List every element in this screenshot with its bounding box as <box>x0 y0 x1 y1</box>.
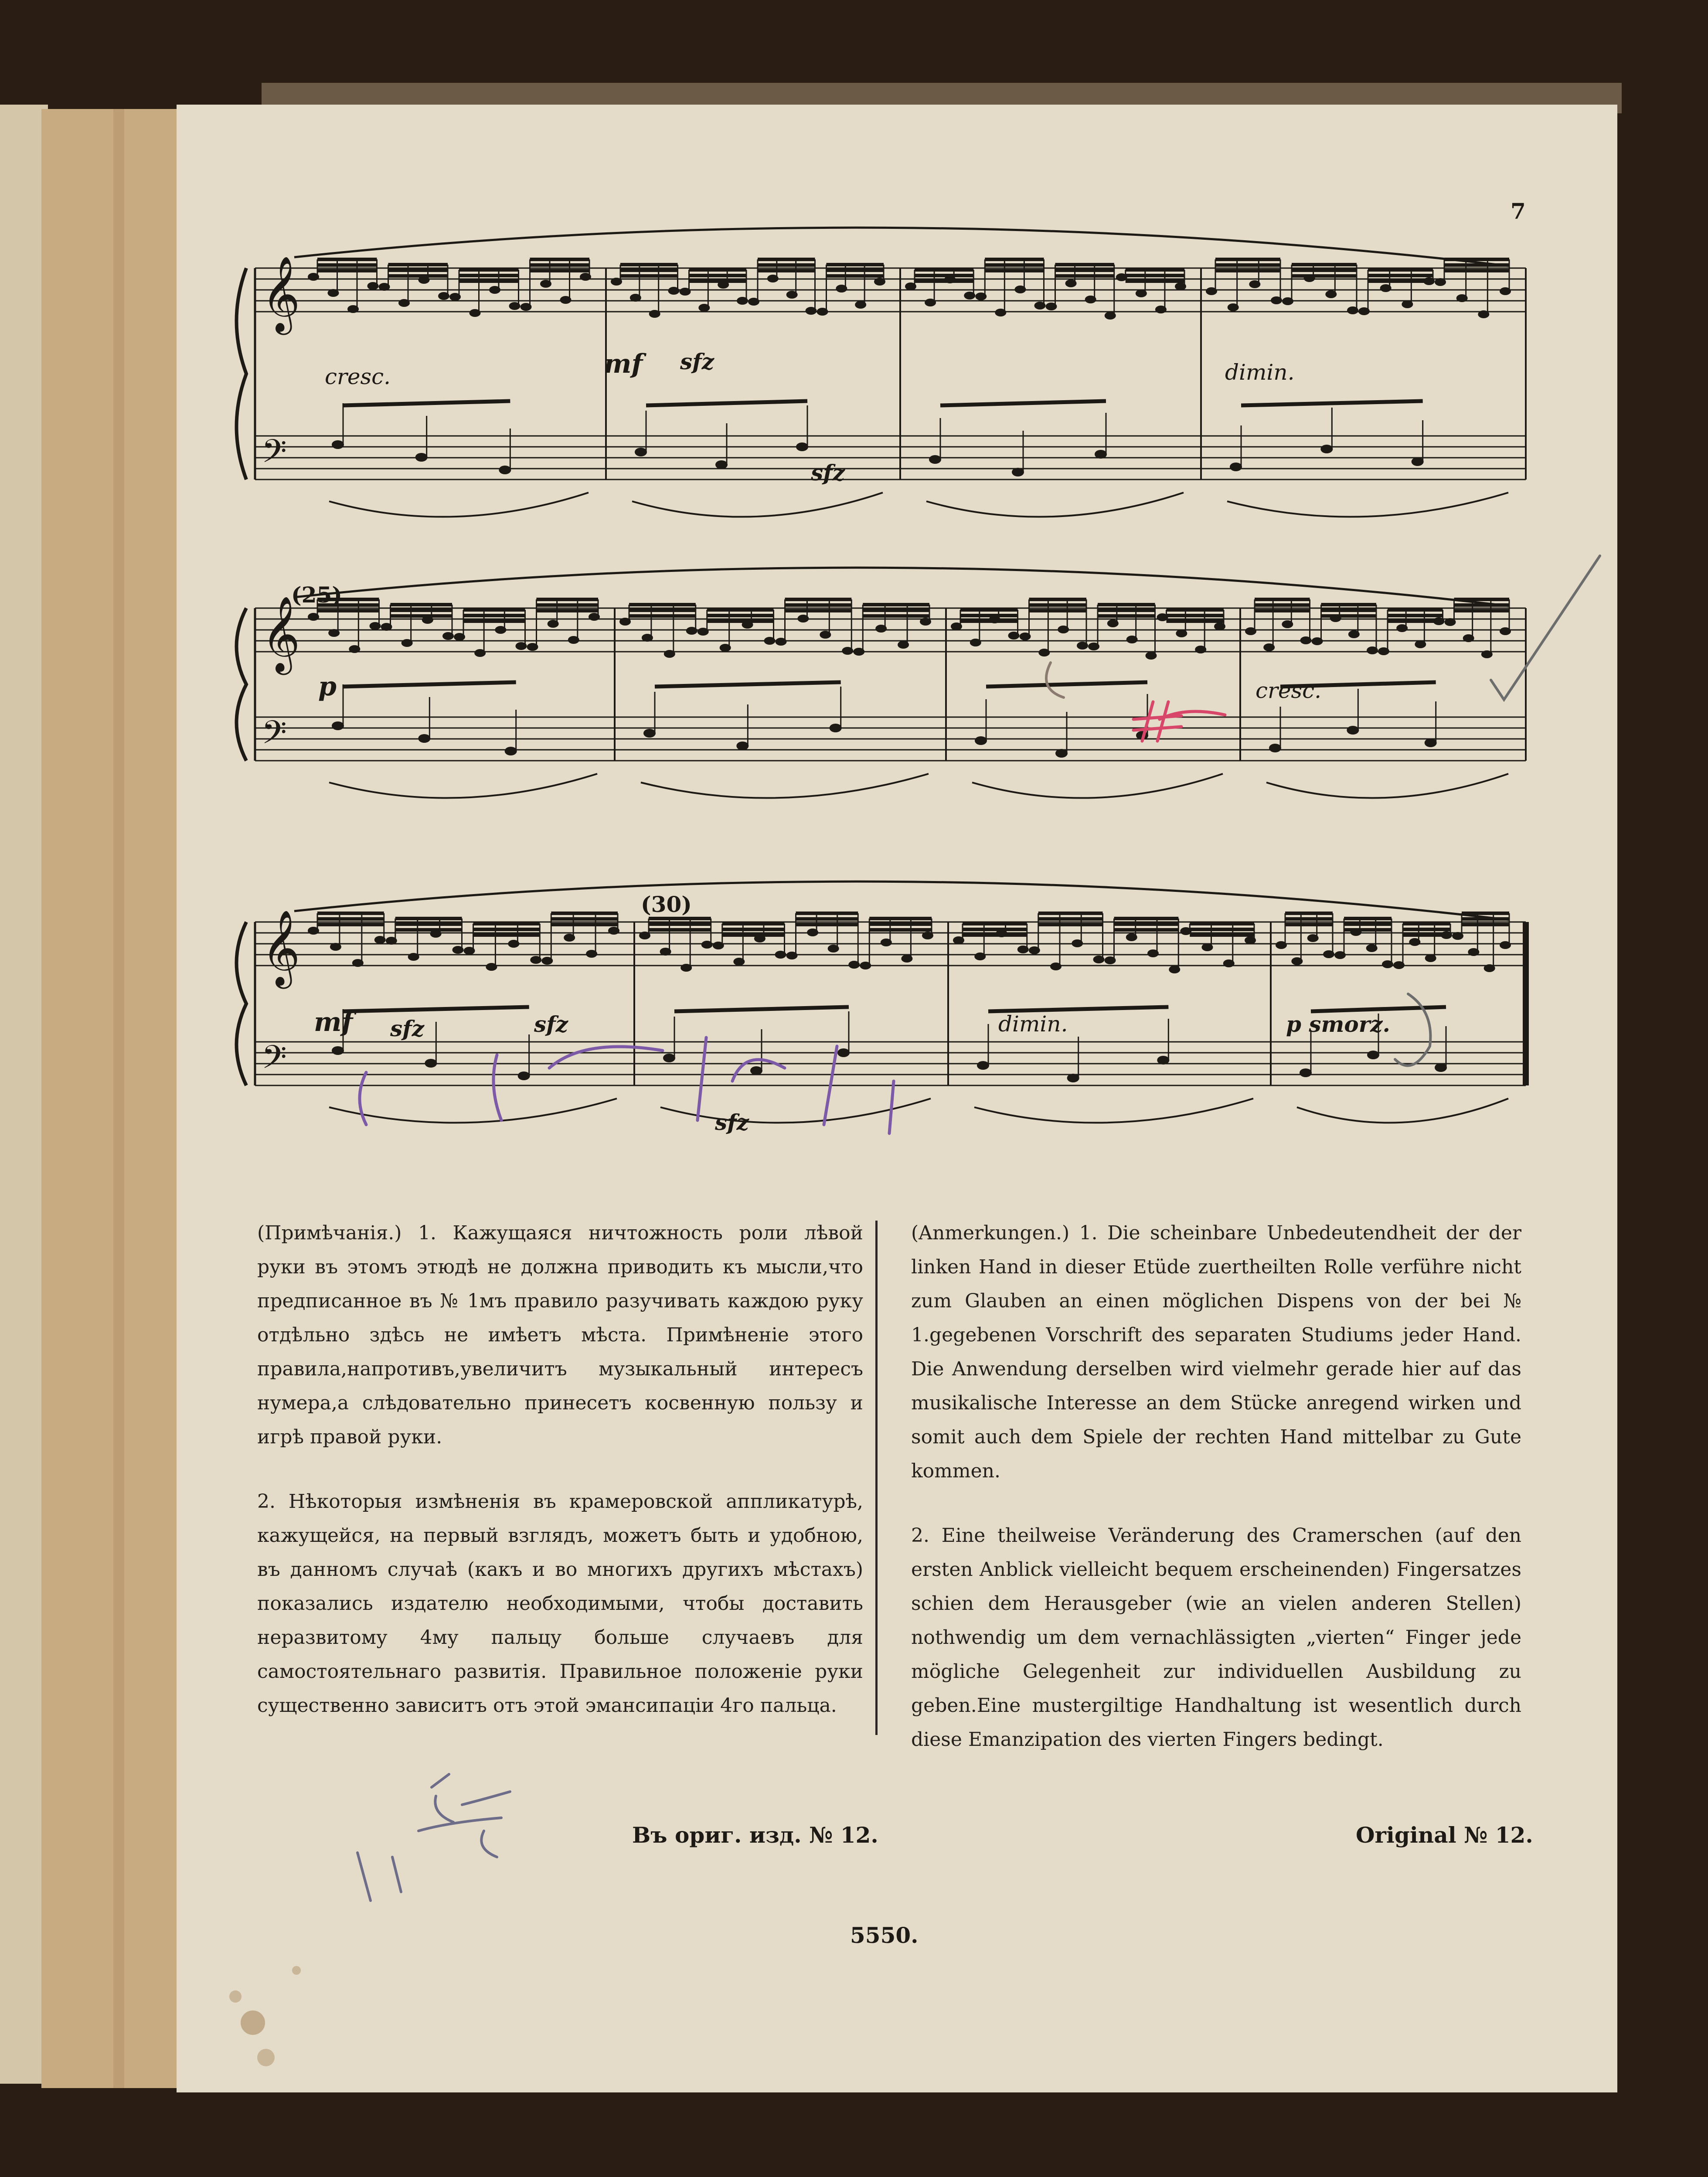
note-head <box>1358 307 1370 315</box>
note-head <box>922 932 933 939</box>
note-head <box>817 308 828 316</box>
note-head <box>989 616 1000 623</box>
note-head <box>442 632 454 640</box>
note-head <box>1348 630 1360 638</box>
note-head <box>635 448 647 456</box>
note-head <box>1088 643 1099 650</box>
note-head <box>564 934 575 942</box>
note-head <box>1402 300 1413 308</box>
note-head <box>1380 284 1392 292</box>
note-1: 1. Die scheinbare Unbedeutendheit der der linken Hand in dieser Etüde zuertheilten Rolle verführe nicht zum Glauben an einen möglichen Dispens von der bei № 1.gegebenen Vorschrift des separaten Studiums jeder Hand. Die Anwendung derselben wird vielmehr gerade hier auf das musikalische Interesse an dem Stücke anregend wirken und somit auch dem Spiele der rechten Hand mittelbar zu Gute kommen. <box>911 1222 1521 1482</box>
note-head <box>837 1048 850 1057</box>
note-head <box>742 621 753 629</box>
note-head <box>680 964 692 972</box>
dynamic-dimin: dimin. <box>998 1011 1068 1037</box>
note-head <box>1435 278 1446 286</box>
note-head <box>349 645 360 653</box>
note-head <box>508 940 519 948</box>
note-head <box>328 289 339 297</box>
previous-page-edge <box>0 105 48 2084</box>
note-head <box>1146 652 1157 660</box>
note-head <box>767 275 779 282</box>
note-head <box>1481 650 1493 658</box>
note-head <box>1085 296 1096 303</box>
note-head <box>308 927 319 935</box>
dynamic-mf: mf <box>314 1007 353 1037</box>
note-head <box>698 304 710 312</box>
note-head <box>1072 939 1083 947</box>
note-head <box>1367 646 1378 654</box>
note-head <box>1441 931 1452 939</box>
note-head <box>701 941 713 949</box>
note-head <box>1155 306 1167 313</box>
note-head <box>697 628 709 636</box>
note-head <box>418 734 430 743</box>
note-head <box>370 622 381 630</box>
note-head <box>786 291 798 299</box>
note-head <box>853 648 864 656</box>
note-head <box>1126 933 1137 941</box>
note-head <box>807 929 818 936</box>
note-head <box>974 952 986 960</box>
note-head <box>754 935 766 942</box>
note-head <box>374 936 386 944</box>
note-head <box>1020 633 1031 640</box>
note-head <box>1334 951 1346 959</box>
note-head <box>1382 960 1393 968</box>
note-head <box>1478 310 1489 318</box>
note-head <box>379 283 390 291</box>
dynamic-sfz: sfz <box>680 349 715 374</box>
note-head <box>1067 1074 1079 1082</box>
note-head <box>860 962 871 969</box>
note-head <box>875 625 887 633</box>
note-head <box>401 639 413 647</box>
note-head <box>381 623 392 631</box>
note-head <box>449 293 461 301</box>
note-head <box>1038 649 1050 657</box>
note-head <box>611 278 622 286</box>
note-head <box>1065 279 1077 287</box>
note-head <box>1136 289 1147 297</box>
note-head <box>408 953 419 961</box>
notes-russian <box>257 1216 863 1753</box>
note-head <box>1116 273 1127 281</box>
note-head <box>1095 450 1107 459</box>
measure-number: (25) <box>291 582 342 608</box>
note-head <box>1445 618 1456 626</box>
note-head <box>1228 303 1239 311</box>
note-head <box>1500 627 1511 635</box>
note-head <box>1058 626 1069 633</box>
note-head <box>680 288 691 296</box>
note-head <box>540 280 551 288</box>
note-head <box>1415 640 1426 648</box>
note-head <box>750 1066 762 1075</box>
note-head <box>332 440 344 449</box>
note-head <box>1176 629 1187 637</box>
note-head <box>1433 617 1445 625</box>
note-head <box>1330 614 1341 622</box>
note-head <box>486 963 497 971</box>
note-head <box>1425 954 1436 962</box>
note-head <box>643 729 656 738</box>
note-head <box>1463 634 1474 642</box>
note-head <box>1452 932 1463 940</box>
notes-german <box>911 1216 1521 1787</box>
note-head <box>495 626 506 634</box>
note-head <box>1014 286 1026 293</box>
note-head <box>1412 457 1424 466</box>
note-head <box>1366 944 1378 952</box>
note-head <box>509 302 521 310</box>
note-head <box>1012 468 1024 476</box>
note-head <box>1034 302 1046 310</box>
note-head <box>1378 647 1389 655</box>
note-head <box>418 276 430 284</box>
note-head <box>1367 1051 1379 1059</box>
note-head <box>796 442 808 451</box>
note-head <box>332 1046 344 1055</box>
bass-clef-icon: 𝄢 <box>262 714 287 759</box>
note-head <box>1350 928 1361 936</box>
note-head <box>1409 938 1420 946</box>
notes-heading: (Примѣчанія.) <box>257 1222 402 1244</box>
note-head <box>516 642 527 650</box>
note-head <box>1230 463 1242 471</box>
note-head <box>367 282 379 290</box>
note-head <box>464 947 475 955</box>
note-head <box>1249 280 1260 288</box>
note-head <box>715 460 728 469</box>
note-head <box>1202 943 1213 951</box>
note-head <box>505 747 517 755</box>
note-head <box>1347 726 1359 735</box>
note-head <box>663 1054 675 1062</box>
dynamic-sfz: sfz <box>534 1011 568 1037</box>
note-head <box>1077 642 1088 650</box>
note-head <box>736 742 749 750</box>
note-head <box>1147 949 1159 957</box>
note-head <box>975 736 987 745</box>
note-head <box>453 946 464 954</box>
note-head <box>541 957 553 965</box>
note-head <box>527 643 538 651</box>
note-head <box>1435 1063 1447 1072</box>
note-head <box>474 649 486 657</box>
note-head <box>828 945 839 952</box>
dynamic-cresc: cresc. <box>1255 678 1322 703</box>
note-head <box>925 299 936 306</box>
column-divider <box>875 1221 878 1735</box>
note-head <box>422 616 433 624</box>
note-head <box>764 637 776 645</box>
note-head <box>521 303 532 311</box>
note-head <box>1276 941 1287 949</box>
page-number: 7 <box>1511 198 1526 224</box>
note-head <box>415 453 428 462</box>
note-1: 1. Кажущаяся ничтожность роли лѣвой руки въ этомъ этюдѣ не должна приводить къ мысли,что предписанное въ № 1мъ правило разучивать каждою руку отдѣльно здѣсь не имѣетъ мѣста. Примѣненіе этого правила,напротивъ,увеличитъ музыкальный интересъ нумера,а слѣдовательно принесетъ косвенную пользу и игрѣ правой руки. <box>257 1222 863 1448</box>
note-head <box>1269 744 1281 752</box>
note-head <box>901 955 912 963</box>
dynamic-p: p <box>318 671 337 702</box>
note-head <box>518 1071 530 1080</box>
note-head <box>1105 956 1116 964</box>
note-head <box>996 929 1007 937</box>
note-head <box>454 633 465 641</box>
note-head <box>898 641 909 649</box>
note-2: 2. Нѣкоторыя измѣненія въ крамеровской аппликатурѣ, кажущейся, на первый взглядъ, можетъ быть и удобною, въ данномъ случаѣ (какъ и во многихъ другихъ мѣстахъ) показались издателю необходимыми, чтобы доставить неразвитому 4му пальцу больше случаевъ для самостоятельнаго развитія. Правильное положеніе руки существенно зависитъ отъ этой эмансипаціи 4го пальца. <box>257 1490 863 1717</box>
note-head <box>1263 643 1275 651</box>
note-head <box>332 721 344 730</box>
note-head <box>920 618 931 626</box>
note-head <box>1484 964 1495 972</box>
treble-clef-icon: 𝄞 <box>262 256 300 332</box>
note-head <box>1282 620 1293 628</box>
note-head <box>820 631 831 639</box>
note-head <box>995 309 1006 316</box>
note-head <box>776 638 787 646</box>
note-head <box>951 622 962 630</box>
note-head <box>668 287 680 295</box>
note-head <box>1425 738 1437 747</box>
note-head <box>1223 959 1235 967</box>
note-head <box>944 276 956 283</box>
note-head <box>499 466 511 474</box>
dynamic-sfz: sfz <box>715 1109 749 1135</box>
note-head <box>733 958 745 966</box>
note-head <box>1300 636 1312 644</box>
note-head <box>1300 1068 1312 1077</box>
note-head <box>1180 927 1191 935</box>
note-head <box>748 298 759 306</box>
note-head <box>642 634 653 642</box>
note-head <box>1320 445 1333 453</box>
note-head <box>786 952 798 959</box>
note-head <box>639 932 650 939</box>
note-head <box>1245 627 1256 635</box>
note-head <box>430 930 442 938</box>
note-head <box>713 942 724 949</box>
note-head <box>1029 946 1040 954</box>
note-head <box>1307 934 1319 942</box>
note-head <box>560 296 572 304</box>
note-head <box>1126 636 1138 643</box>
note-head <box>686 627 697 635</box>
dynamic-p-smorz: p smorz. <box>1286 1011 1390 1037</box>
dynamic-dimin: dimin. <box>1225 360 1295 385</box>
dynamic-cresc: cresc. <box>325 364 391 389</box>
note-head <box>438 292 449 300</box>
note-head <box>1347 306 1358 314</box>
measure-number: (30) <box>641 891 692 917</box>
note-head <box>1304 274 1315 282</box>
note-head <box>929 455 941 464</box>
note-head <box>848 961 860 969</box>
note-head <box>1325 290 1337 298</box>
note-head <box>975 293 987 300</box>
dynamic-sfz: sfz <box>390 1016 425 1041</box>
original-edition-de: Original № 12. <box>1356 1822 1533 1848</box>
note-head <box>1500 941 1511 949</box>
note-head <box>1169 966 1180 973</box>
note-head <box>548 620 559 628</box>
note-head <box>386 937 397 945</box>
note-head <box>586 950 597 958</box>
dynamic-sfz: sfz <box>811 460 845 486</box>
note-head <box>619 618 631 626</box>
note-head <box>905 282 916 290</box>
note-head <box>1105 312 1116 320</box>
note-head <box>608 927 619 935</box>
note-head <box>1206 287 1217 295</box>
note-head <box>308 613 319 621</box>
notes-heading: (Anmerkungen.) <box>911 1222 1070 1244</box>
note-head <box>964 292 975 299</box>
note-head <box>568 636 579 644</box>
plate-number: 5550. <box>850 1922 919 1948</box>
treble-clef-icon: 𝄞 <box>262 596 300 672</box>
note-head <box>330 943 341 951</box>
original-edition-ru: Въ ориг. изд. № 12. <box>632 1822 878 1848</box>
note-head <box>953 936 964 944</box>
note-head <box>970 639 981 646</box>
note-head <box>1500 287 1511 295</box>
note-head <box>806 307 817 315</box>
note-head <box>1055 749 1068 758</box>
note-head <box>1468 948 1479 956</box>
bass-clef-icon: 𝄢 <box>262 432 287 478</box>
note-2: 2. Eine theilweise Veränderung des Cramerschen (auf den ersten Anblick vielleicht bequem erscheinenden) Fingersatzes schien dem Herausgeber (wie an vielen anderen Stellen) nothwendig um dem vernachlässigten „vierten“ Finger jede mögliche Gelegenheit zur individuellen Ausbildung zu geben.Eine mustergiltige Handhaltung ist wesentlich durch diese Emanzipation des vierten Fingers bedingt. <box>911 1524 1521 1751</box>
note-head <box>530 956 541 964</box>
note-head <box>1175 282 1186 290</box>
note-head <box>1046 303 1057 310</box>
note-head <box>874 278 885 286</box>
note-head <box>977 1061 989 1070</box>
note-head <box>1157 1056 1169 1065</box>
note-head <box>1245 936 1256 944</box>
note-head <box>1312 637 1323 645</box>
note-head <box>398 299 410 307</box>
note-head <box>1393 961 1405 969</box>
note-head <box>1456 294 1468 302</box>
bass-clef-icon: 𝄢 <box>262 1038 287 1084</box>
note-head <box>1291 957 1303 965</box>
note-head <box>797 615 809 622</box>
note-head <box>836 285 847 293</box>
note-head <box>1093 956 1105 963</box>
note-head <box>1423 277 1435 285</box>
note-head <box>1271 296 1282 304</box>
note-head <box>630 294 641 302</box>
note-head <box>855 301 866 309</box>
dynamic-mf: mf <box>604 349 643 379</box>
note-head <box>881 939 892 946</box>
treble-clef-icon: 𝄞 <box>262 910 300 986</box>
note-head <box>1157 613 1168 621</box>
note-head <box>1008 632 1020 639</box>
note-head <box>775 951 786 959</box>
note-head <box>347 305 359 313</box>
note-head <box>489 286 500 294</box>
note-head <box>470 309 481 317</box>
note-head <box>589 613 600 621</box>
note-head <box>664 650 675 658</box>
note-head <box>1214 622 1225 630</box>
note-head <box>1396 624 1408 632</box>
note-head <box>660 948 671 956</box>
note-head <box>352 959 364 967</box>
note-head <box>842 647 853 655</box>
note-head <box>720 644 731 652</box>
note-head <box>1323 950 1334 958</box>
note-head <box>425 1059 437 1068</box>
note-head <box>1282 297 1293 305</box>
note-head <box>737 297 748 305</box>
note-head <box>308 273 319 281</box>
note-head <box>1195 646 1206 653</box>
note-head <box>328 629 340 637</box>
note-head <box>830 724 842 732</box>
note-head <box>1107 619 1119 627</box>
note-head <box>718 281 729 289</box>
note-head <box>580 273 591 281</box>
note-head <box>649 310 660 318</box>
note-head <box>1050 963 1062 970</box>
note-head <box>1017 946 1029 953</box>
